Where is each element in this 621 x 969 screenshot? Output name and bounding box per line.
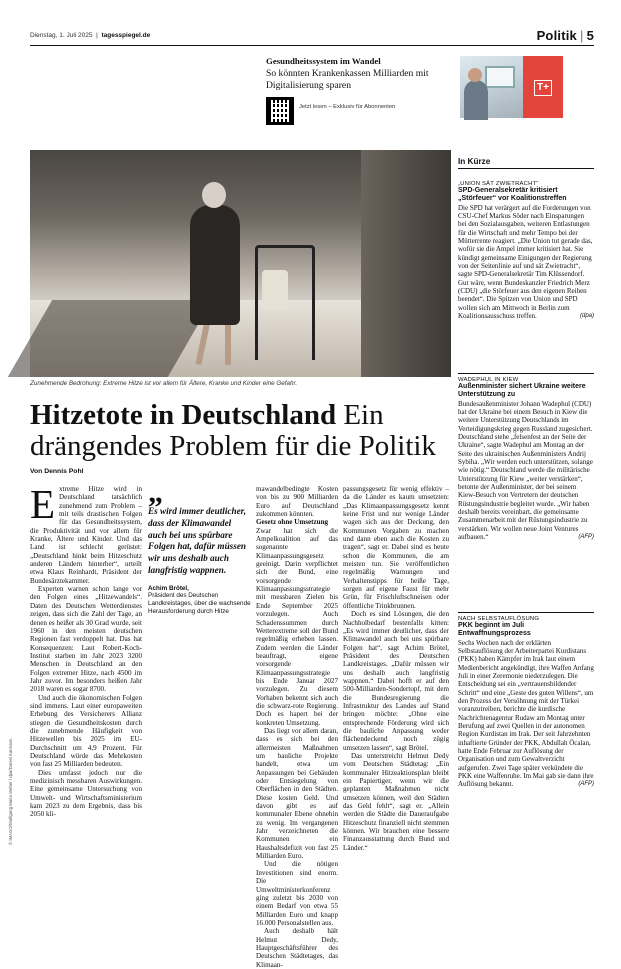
header-site[interactable]: tagesspiegel.de [101,32,151,39]
qr-code-icon[interactable] [266,97,294,125]
sidebar-source: (dpa) [579,313,594,320]
paragraph: mawandelbedingte Kosten von bis zu 900 Milliarden Euro auf Deutschland zukommen könnten. [256,485,338,519]
paragraph: Zwar hat sich die Ampelkoalition auf das sogenannte Klimaanpassungsgesetz geeinigt. Darin verpflichtet sich der Bund, eine vorsorgende Klimaanpassungsstrategie mit messbaren Zielen bis Ende September 2025 vorzulegen. Auch Schadenssummen durch Wetterextreme soll der Bund regelmäßig erheben lassen. Zudem werden die Länder beauftragt, eigene vorsorgende Klimaanpassungsstrategie bis Ende Januar 2027 vorzulegen. Zu diesem Vorhaben bekennt sich auch die schwarz-rote Regierung. Doch es hapert bei der konkreten Umsetzung. [256,526,338,727]
sidebar-kicker: NACH SELBSTAUFLÖSUNG [458,616,540,622]
sidebar-body: Bundesaußenminister Johann Wadephul (CDU) hat der Ukraine bei einem Besuch in Kiew die weitere Unterstützung Deutschlands im Verteidigungskrieg gegen Russland zugesichert. Deutschland stehe „felsenfest an der Seite der Ukraine“, sagte Wadephul am Montag an der Seite des ukrainischen Außenministers Andrij Sybiha. „Wir werden euch unterstützen, solange wie nötig.“ Deutschland werde die militärische Unterstützung für Kiew „weiter verstärken“, betonte der Außenminister, der bei seinem Kiew-Besuch von Vertretern der deutschen Rüstungsindustrie begleitet wurde. „Wir haben deshalb bereits vereinbart, die gemeinsame Zusammenarbeit mit der Rüstungsindustrie zu verstärken. Wir wollen neue Joint Ventures aufbauen.“ (AFP) [458,399,594,542]
section-name: Politik [536,28,577,43]
headline-bold: Hitzetote in Deutschland [30,399,337,431]
promo-image [460,56,523,118]
paragraph: Dies umfasst jedoch nur die medizinisch messbaren Auswirkungen. Eine gemeinsame Untersuchung von Umwelt- und Wirtschaftsministerium kam 2023 zu dem Ergebnis, dass bis 2050 kli- [30,768,142,819]
quote-attribution [148,585,251,615]
paragraph: passungsgesetz für wenig effektiv – da die Länder es kaum umsetzten: „Das Klimaanpassungsgesetz kennt keine Frist und nur wenige Länder wagen sich aus der Deckung, den Kommunen Vorgaben zu machen und dann eben auch die Kosten zu tragen“, sagt er. Dabei sind es heute schon die Kommunen, die am meisten tun. Sie veröffentlichen regelmäßig Warnungen und Verhaltenstipps für heiße Tage, sorgen auf eigene Faust für mehr Grün, für Frischluftschneisen oder öffentliche Trinkbrunnen. [343,485,449,610]
sidebar-title: In Kürze [458,157,491,166]
sidebar-kicker: WADEPHUL IN KIEW [458,377,519,383]
sidebar-body: Die SPD hat verärgert auf die Forderungen von CSU-Chef Markus Söder nach Einsparungen bei den Sozialausgaben, weiteren Entlastungen für die Wirtschaft und mehr Tempo bei der Mütterrente reagiert. „Die Union tut gerade das, wofür sie die Ampel immer kritisiert hat. Sie kündigt gemeinsame Einigungen der Regierung von der Seitenlinie auf und sät Zwietracht“, sagte SPD-Generalsekretär Tim Klüssendorf. Gut wäre, wenn Bundeskanzler Friedrich Merz (CDU) „die Störfeuer aus den eigenen Reihen beendet“. Die Spitzen von Union und SPD wollen sich am Mittwoch in Berlin zum Koalitionsausschuss treffen. (dpa) [458,203,594,321]
paragraph: xtreme Hitze wird in Deutschland tatsächlich zunehmend zum Problem – mit teils drastischen Folgen für das Gesundheitssystem, die Produktivität und vor allem für Kranke, Ältere und Kinder. Und das Land ist schlecht gerüstet: „Deutschland hinkt beim Hitzeschutz anderen Ländern hinterher“, urteilt etwa Klaus Reinhardt, Präsident der Bundesärztekammer. [30,485,142,585]
paragraph: Und auch die ökonomischen Folgen sind immens. Laut einer europaweiten Erhebung des Versicherers Allianz stiegen die Gesundheitskosten durch die zunehmende Häufigkeit von Hitzewellen bis 2025 im EU-Durchschnitt um 4,9 Prozent. Für Deutschland würde das Mehrkosten von fast 25 Milliarden bedeuten. [30,693,142,769]
quote-marks: „ [148,476,163,509]
quote-role: Präsident des Deutschen Landkreistages, über die wachsende Herausforderung durch Hitze [148,592,251,615]
paragraph: Experten warnen schon lange vor den Folgen eines „Hitzewandels“. Daten des Deutschen Wetterdienstes zeigen, dass sich die Zahl der Tage, an denen es heißer als 30 Grad wurde, seit 1960 in den meisten deutschen Regionen fast verdoppelt hat. Das hat Konsequenzen: Laut Robert-Koch-Institut starben im Jahr 2023 3200 Menschen in Deutschland an den Folgen extremer Hitze, nach 4500 im Jahr zuvor. Im besonders heißen Jahr 2018 waren es sogar 8700. [30,585,142,694]
headline-rest: Ein drängendes Problem für die Politik [30,399,436,462]
pull-quote [148,476,251,615]
sidebar-item [458,181,594,320]
header-meta: Dienstag, 1. Juli 2025 | tagesspiegel.de [30,32,151,39]
drop-cap: E [30,481,56,527]
sidebar-rule [458,612,594,613]
article-column-3-text [256,485,338,969]
tplus-badge: T+ [534,80,552,96]
quote-text: Es wird immer deutlicher, dass der Klimawandel auch bei uns spürbare Folgen hat, dafür müssen wir uns deshalb auch langfristig wappnen. [148,506,247,575]
sidebar-headline: SPD-Generalsekretär kritisiert „Störfeuer“ vor Koalitionstreffen [458,187,567,203]
sidebar-headline: Außenminister sichert Ukraine weitere Unterstützung zu [458,383,586,399]
article-column-1 [30,481,142,819]
paragraph: Und die nötigen Investitionen sind enorm. Die Umweltministerkonferenz ging zuletzt bis 2030 von einem Bedarf von etwa 55 Milliarden Euro und knapp 16.000 Personalstellen aus. [256,860,338,927]
page-number: 5 [586,28,594,43]
sidebar-source: (AFP) [578,781,594,788]
photo-caption: Zunehmende Bedrohung: Extreme Hitze ist vor allem für Ältere, Kranke und Kinder eine Gefahr. [30,380,298,387]
sidebar-item [458,616,594,789]
header-rule [30,45,594,46]
header-date: Dienstag, 1. Juli 2025 [30,32,93,39]
byline: Von Dennis Pohl [30,468,84,475]
quote-author: Achim Brötel, [148,584,189,592]
sidebar-kicker: „UNION SÄT ZWIETRACHT“ [458,181,539,187]
sidebar-rule [458,168,594,169]
sidebar-item [458,377,594,541]
paragraph: Auch deshalb hält Helmut Dedy, Hauptgeschäftsführer des Deutschen Städtetages, das Klimaan- [256,927,338,969]
promo-cta[interactable]: Jetzt lesen – Exklusiv für Abonnenten [299,104,396,110]
main-photo [30,150,451,377]
sidebar-headline: PKK beginnt im Juli Entwaffnungsprozess [458,622,531,638]
sidebar-body: Sechs Wochen nach der erklärten Selbstauflösung der Arbeiterpartei Kurdistans (PKK) haben Kämpfer im Irak laut einem Medienbericht angekündigt, ihre Waffen Anfang Juli in einer Zeremonie niederzulegen. Die Entscheidung sei ein „vertrauensbildender Schritt“ und eine „Geste des guten Willens“, um den Prozess der Versöhnung mit der Türkei voranzutreiben, berichte die kurdische Nachrichtenagentur Rudaw am Montag unter Berufung auf zwei Quellen in der autonomen Region Kurdistan im Irak. Der seit Jahrzehnten inhaftierte Gründer der PKK, Abdullah Öcalan, hatte Ende Februar zur Auflösung der Organisation und zum Gewaltverzicht aufgerufen. Zwei Tage später verkündete die PKK eine Waffenruhe. Im Mai gab sie dann ihre Auflösung bekannt. (AFP) [458,638,594,789]
paragraph: Doch es sind Lösungen, die den Nachholbedarf bestenfalls kitten: „Es wird immer deutlicher, dass der Klimawandel auch bei uns spürbare Folgen hat“, sagt Achim Brötel, Präsident des Deutschen Landkreistages. „Dafür müssen wir uns deshalb auch langfristig wappnen.“ Dabei hofft er auf den 500-Milliarden-Sondertopf, mit dem die Bundesregierung die Infrastruktur des Landes auf Stand bringen möchte: „Ohne eine entsprechende Förderung wird sich die bauliche Anpassung weder flächendeckend noch zügig umsetzen lassen“, sagt Brötel. [343,610,449,752]
article-headline [30,400,451,462]
article-column-4 [343,485,449,852]
promo-headline[interactable]: So könnten Krankenkassen Milliarden mit Digitalisierung sparen [266,68,429,91]
subheading: Gesetz ohne Umsetzung [256,518,329,527]
section-page: Politik | 5 [536,28,594,43]
sidebar-rule [458,373,594,374]
promo-kicker: Gesundheitssystem im Wandel [266,56,381,66]
paragraph: Das unterstreicht Helmut Dedy vom Deutschen Städtetag: „Ein kommunaler Hitzeaktionsplan bleibt ein Papiertiger, wenn wir die geplanten Maßnahmen nicht umsetzen können, weil den Städten das Geld fehlt“, sagt er. „Allein werden die Städte die Daueraufgabe Hitzeschutz finanziell nicht stemmen können. Wir brauchen eine bessere Finanzausstattung durch Bund und Länder.“ [343,752,449,852]
photo-credit: © IMAGO/Wolfgang Maria Weber / dpa/Daniel Karmann [8,738,13,845]
sidebar-source: (AFP) [578,534,594,541]
paragraph: Das liegt vor allem daran, dass es sich bei den allermeisten Maßnahmen um bauliche Projekte handelt, etwa um Anpassungen bei Gebäuden oder Entsiegelung von Oberflächen in den Städten. Diese kosten Geld. Und davon gibt es auf kommunaler Ebene ohnehin zu wenig. Im vergangenen Jahr verzeichneten die Kommunen ein Haushaltsdefizit von fast 25 Milliarden Euro. [256,726,338,861]
